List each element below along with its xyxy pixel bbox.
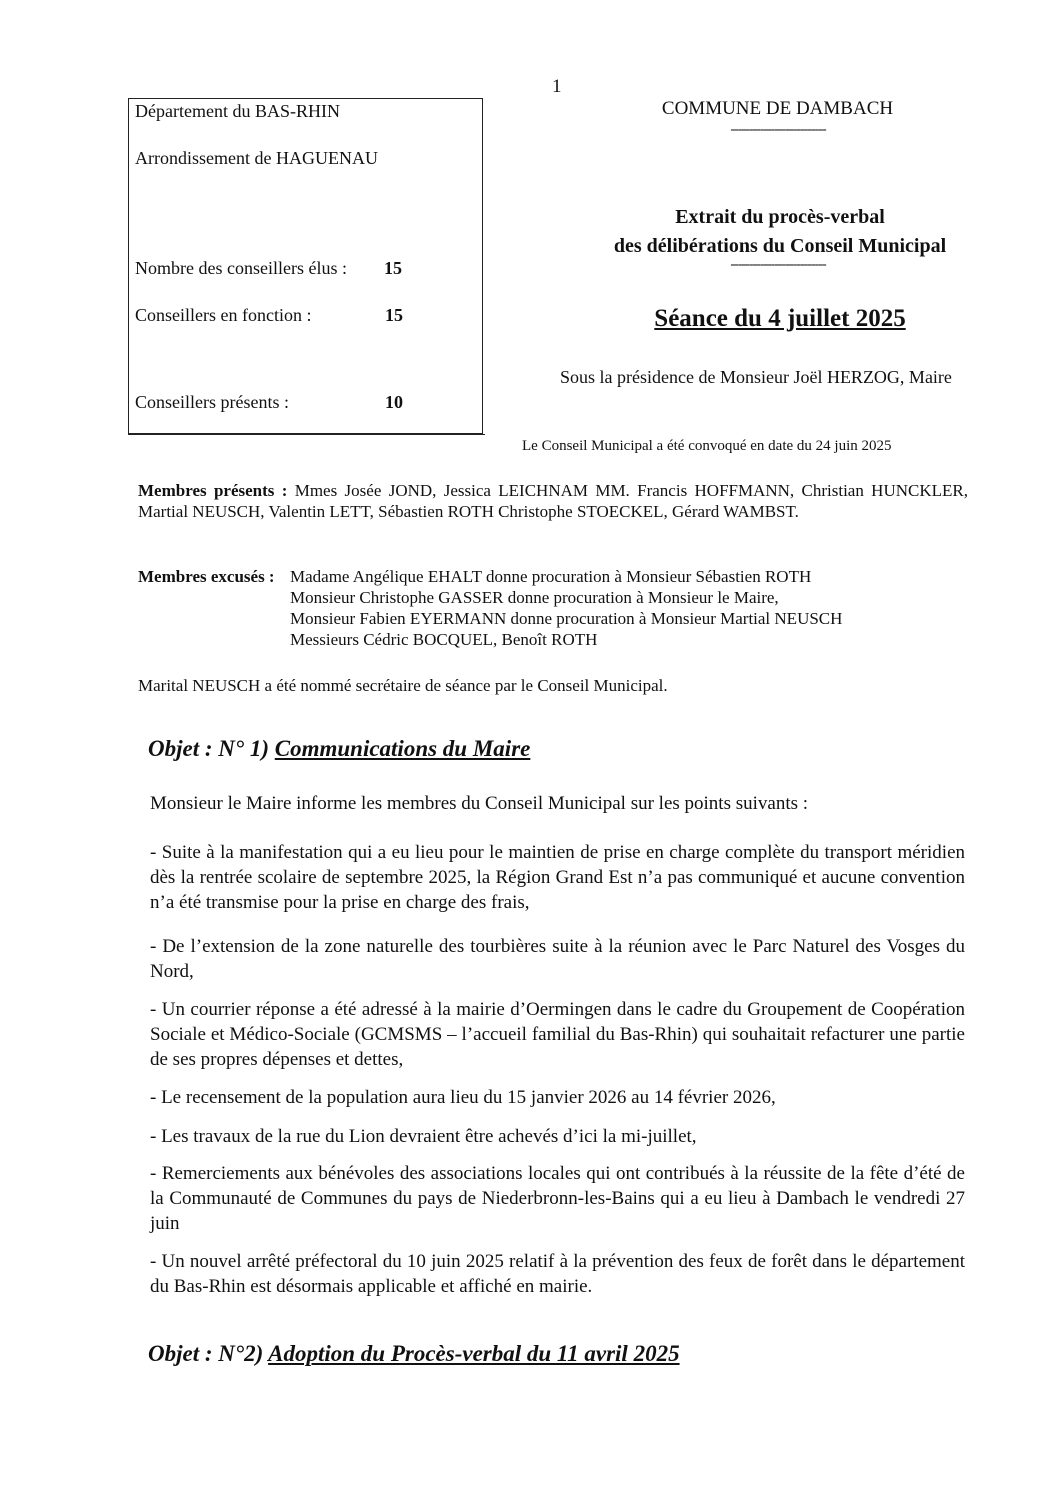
seance-title: Séance du 4 juillet 2025 — [654, 305, 906, 332]
communication-item: - Suite à la manifestation qui a eu lieu pour le maintien de prise en charge complète du transport méridien dès la rentrée scolaire de septembre 2025, la Région Grand Est n’a pas communiqué et aucune convention n’a été transmise pour la prise en charge des frais, — [150, 842, 965, 913]
membres-excuses-label — [138, 566, 275, 587]
page-number: 1 — [552, 76, 562, 97]
membres-excuses-list — [290, 566, 970, 650]
convocation-date: Le Conseil Municipal a été convoqué en date du 24 juin 2025 — [522, 438, 892, 454]
en-fonction-label: Conseillers en fonction : — [135, 305, 312, 325]
objet-1-heading — [148, 736, 530, 762]
presidence: Sous la présidence de Monsieur Joël HERZOG, Maire — [560, 367, 952, 387]
presents-label: Conseillers présents : — [135, 392, 289, 412]
excuse-item: Monsieur Christophe GASSER donne procuration à Monsieur le Maire, — [290, 588, 779, 607]
secretaire: Marital NEUSCH a été nommé secrétaire de séance par le Conseil Municipal. — [138, 676, 668, 695]
objet-1-title: Communications du Maire — [274, 736, 531, 761]
box-border-line — [128, 434, 485, 435]
membres-presents-text: Mmes Josée JOND, Jessica LEICHNAM MM. Francis HOFFMANN, Christian HUNCKLER, Martial NEUSCH, Valentin LETT, Sébastien ROTH Christophe STOECKEL, Gérard WAMBST. — [138, 481, 968, 521]
membres-presents-label: Membres présents : — [138, 481, 288, 500]
excuse-item: Monsieur Fabien EYERMANN donne procuration à Monsieur Martial NEUSCH — [290, 609, 843, 628]
extrait-divider: -------------------------- — [730, 257, 826, 272]
communication-item: - Remerciements aux bénévoles des associations locales qui ont contribués à la réussite de la fête d’été de la Communauté de Communes du pays de Niederbronn-les-Bains qui a eu lieu à Dambach le vendredi 27 juin — [150, 1163, 965, 1234]
commune-divider: -------------------------- — [730, 122, 826, 137]
elus-label: Nombre des conseillers élus : — [135, 258, 347, 278]
excuse-item: Messieurs Cédric BOCQUEL, Benoît ROTH — [290, 630, 598, 649]
objet-2-title: Adoption du Procès-verbal du 11 avril 2025 — [268, 1341, 680, 1366]
extrait-line1: Extrait du procès-verbal — [675, 206, 885, 228]
info-box — [128, 98, 483, 434]
excuse-item: Madame Angélique EHALT donne procuration à Monsieur Sébastien ROTH — [290, 567, 812, 586]
presents-value: 10 — [385, 392, 403, 412]
extrait-line2: des délibérations du Conseil Municipal — [613, 235, 947, 257]
communication-item: - Le recensement de la population aura lieu du 15 janvier 2026 au 14 février 2026, — [150, 1087, 776, 1108]
objet-1-intro: Monsieur le Maire informe les membres du Conseil Municipal sur les points suivants : — [150, 793, 809, 814]
commune-title: COMMUNE DE DAMBACH — [661, 98, 894, 119]
en-fonction-value: 15 — [385, 305, 403, 325]
extrait-title — [560, 203, 1000, 261]
communication-item: - Un nouvel arrêté préfectoral du 10 juin 2025 relatif à la prévention des feux de forêt dans le département du Bas-Rhin est désormais applicable et affiché en mairie. — [150, 1251, 965, 1297]
objet-2-heading — [148, 1341, 680, 1367]
communication-item: - Un courrier réponse a été adressé à la mairie d’Oermingen dans le cadre du Groupement de Coopération Sociale et Médico-Sociale (GCMSMS – l’accueil familial du Bas-Rhin) qui souhaitait refacturer une partie de ses propres dépenses et dettes, — [150, 999, 965, 1070]
membres-presents — [138, 480, 968, 522]
communication-item: - De l’extension de la zone naturelle des tourbières suite à la réunion avec le Parc Naturel des Vosges du Nord, — [150, 936, 965, 982]
arrondissement: Arrondissement de HAGUENAU — [135, 148, 378, 168]
elus-value: 15 — [384, 258, 402, 278]
communication-item: - Les travaux de la rue du Lion devraient être achevés d’ici la mi-juillet, — [150, 1126, 697, 1147]
membres-excuses-label-text: Membres excusés : — [138, 567, 275, 586]
departement: Département du BAS-RHIN — [135, 101, 340, 121]
objet-1-prefix: Objet : N° 1) — [148, 736, 275, 761]
objet-2-prefix: Objet : N°2) — [148, 1341, 269, 1366]
